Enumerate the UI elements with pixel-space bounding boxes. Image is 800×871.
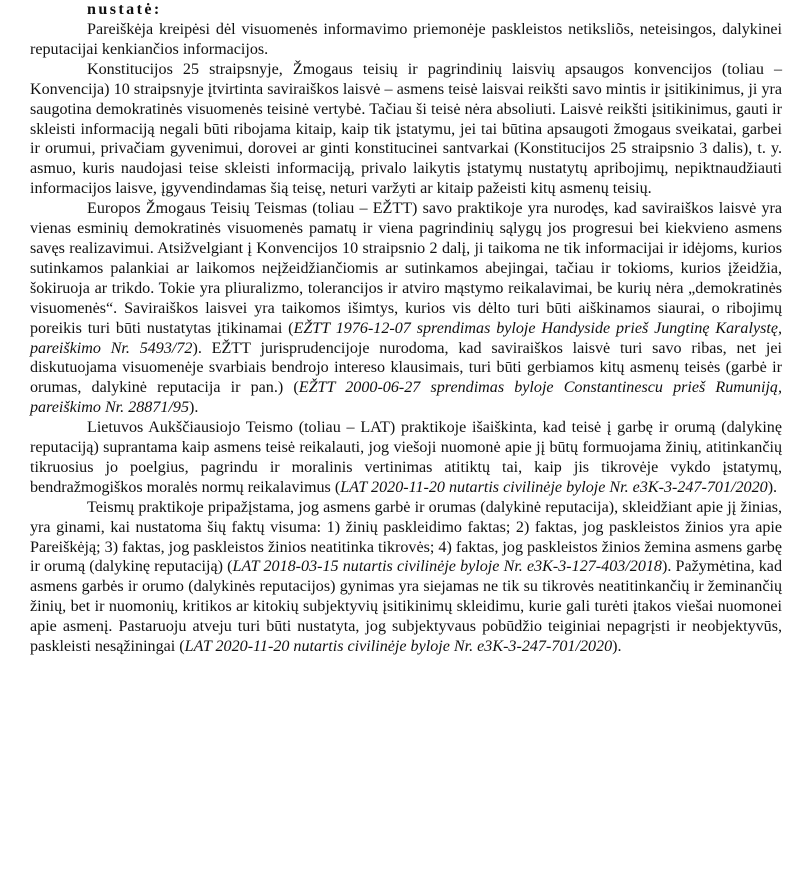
paragraph-text: ). Pažymėtina, kad asmens garbės ir orumo (dalykinės reputacijos) gynimas yra siejamas ne tik su tikrovės neatitinkančių ir žeminančių žinių, bet ir nuomonių, kritikos ar kitokių subjektyvių įsitikinimų skleidimu, kurie gali turėti įtakos viešai nuomonei apie asmenį. Pastaruoju atveju turi būti nustatyta, jog subjektyvaus pobūdžio teiginiai nepagrįsti ir neobjektyvūs, paskleisti nesąžiningai ( [30,558,782,656]
document-body [30,20,782,657]
paragraph-text: Teismų praktikoje pripažįstama, jog asmens garbė ir orumas (dalykinė reputacija), skleidžiant apie jį žinias, yra ginami, kai nustatoma šių faktų visuma: 1) žinių paskleidimo faktas; 2) faktas, jog paskleistos žinios yra apie Pareiškėją; 3) faktas, jog paskleistos žinios neatitinka tikrovės; 4) faktas, jog paskleistos žinios žemina asmens garbę ir orumą (dalykinę reputaciją) ( [30,498,782,576]
case-citation: EŽTT 1976-12-07 sprendimas byloje Handyside prieš Jungtinę Karalystę, pareiškimo Nr. 5493/72 [30,319,782,357]
document-page [30,0,782,657]
paragraph-text: ). EŽTT jurisprudencijoje nurodoma, kad saviraiškos laisvė turi savo ribas, net jei diskutuojama visuomenėje svarbiais bendrojo intereso klausimais, turi būti gerbiamos kitų asmenų teisės (garbė ir orumas, dalykinė reputacija ir pan.) ( [30,339,782,397]
paragraph-text: ). [767,478,778,496]
paragraph-text: ). [189,399,199,417]
case-citation: LAT 2018-03-15 nutartis civilinėje byloje Nr. e3K-3-127-403/2018 [232,558,662,576]
paragraph [30,60,782,199]
paragraph-text: Europos Žmogaus Teisių Teismas (toliau – EŽTT) savo praktikoje yra nurodęs, kad saviraiškos laisvė yra vienas esminių demokratinės visuomenės pamatų ir viena pagrindinių sąlygų jos progresui bei kiekvieno asmens savęs realizavimui. Atsižvelgiant į Konvencijos 10 straipsnio 2 dalį, ji taikoma ne tik informacijai ir idėjoms, kurios sutinkamos palankiai ar laikomos neįžeidžiančiomis ar sutinkamos abejingai, tačiau ir tokioms, kurios įžeidžia, šokiruoja ar trikdo. Tokie yra pliuralizmo, tolerancijos ir atviro mąstymo reikalavimai, be kurių nėra „demokratinės visuomenės“. Saviraiškos laisvei yra taikomos išimtys, kurios vis dėlto turi būti aiškinamos siaurai, o ribojimų poreikis turi būti nustatytas įtikinamai ( [30,200,782,337]
paragraph [30,418,782,498]
paragraph-text: ). [612,638,622,656]
case-citation: LAT 2020-11-20 nutartis civilinėje byloje Nr. e3K-3-247-701/2020 [184,638,613,656]
section-heading: nustatė: [87,1,162,18]
paragraph [30,498,782,657]
paragraph [30,20,782,60]
paragraph [30,199,782,418]
paragraph-text: Konstitucijos 25 straipsnyje, Žmogaus teisių ir pagrindinių laisvių apsaugos konvencijos (toliau – Konvencija) 10 straipsnyje įtvirtinta saviraiškos laisvė – asmens teisė laisvai reikšti savo mintis ir įsitikinimus, ji yra saugotina demokratinės visuomenės teisinė vertybė. Tačiau ši teisė nėra absoliuti. Laisvė reikšti įsitikinimus, gauti ir skleisti informaciją negali būti ribojama kitaip, kaip tik įstatymu, jei tai būtina apsaugoti žmogaus sveikatai, garbei ir orumui, privačiam gyvenimui, dorovei ar ginti konstitucinei santvarkai (Konstitucijos 25 straipsnio 3 dalis), t. y. asmuo, kuris naudojasi teise skleisti informaciją, privalo laikytis įstatymų nustatytų apribojimų, nepiktnaudžiauti informacijos laisve, įgyvendindamas šią teisę, neturi varžyti ar kitaip pažeisti kitų asmenų teisių. [30,60,782,198]
case-citation: EŽTT 2000-06-27 sprendimas byloje Constantinescu prieš Rumuniją, pareiškimo Nr. 28871/95 [30,379,782,417]
case-citation: LAT 2020-11-20 nutartis civilinėje byloje Nr. e3K-3-247-701/2020 [340,478,768,496]
paragraph-text: Pareiškėja kreipėsi dėl visuomenės informavimo priemonėje paskleistos netiksliõs, neteisingos, dalykinei reputacijai kenkiančios informacijos. [30,21,782,58]
paragraph-text: Lietuvos Aukščiausiojo Teismo (toliau – LAT) praktikoje išaiškinta, kad teisė į garbę ir orumą (dalykinę reputaciją) suprantama kaip asmens teisė reikalauti, jog viešoji nuomonė apie jį būtų formuojama žinių, atitinkančių tikruosius jo poelgius, pagrindu ir moralinis vertinimas atitiktų tai, kaip jis tikrovėje vykdo įstatymų, bendražmogiškos moralės normų reikalavimus ( [30,419,782,496]
